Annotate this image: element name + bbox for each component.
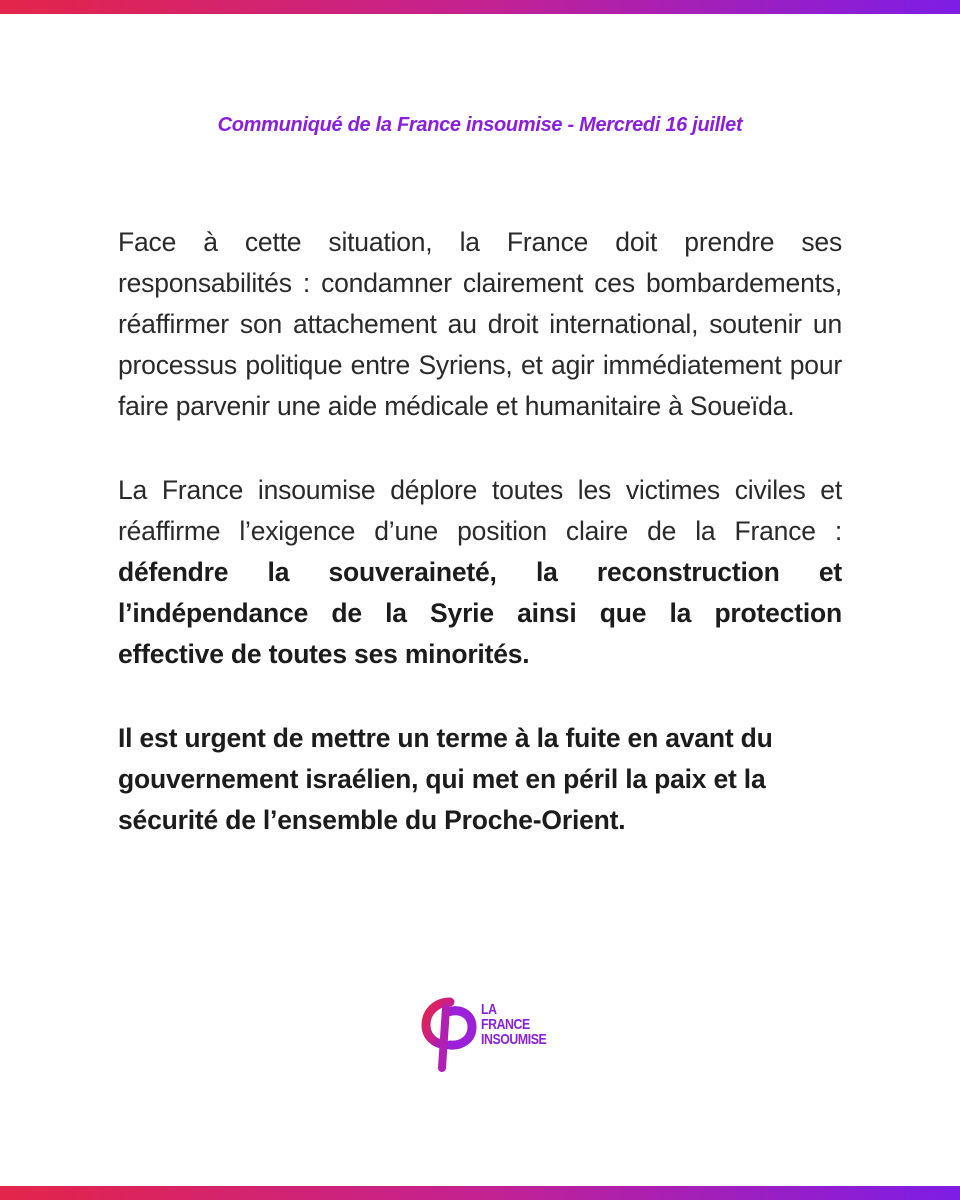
communique-title: Communiqué de la France insoumise - Mercredi 16 juillet: [217, 114, 743, 136]
paragraph-2-intro: La France insoumise déplore toutes les victimes civiles et réaffirme l’exigence d’une position claire de la France :: [118, 475, 842, 546]
lfi-logo: [420, 994, 580, 1074]
paragraph-1: Face à cette situation, la France doit prendre ses responsabilités : condamner clairement ces bombardements, réaffirmer son attachement au droit international, soutenir un processus politique entre Syriens, et agir immédiatement pour faire parvenir une aide médicale et humanitaire à Soueïda.: [118, 227, 842, 421]
paragraph-3: Il est urgent de mettre un terme à la fuite en avant du gouvernement israélien, qui met en péril la paix et la sécurité de l’ensemble du Proche-Orient.: [118, 723, 773, 835]
logo-line-insoumise: INSOUMISE: [481, 1031, 547, 1048]
bottom-gradient-bar: [0, 1186, 960, 1200]
communique-body: [118, 222, 842, 841]
logo-line-la: LA: [481, 1001, 497, 1018]
phi-symbol-icon: [420, 994, 480, 1074]
paragraph-2: [118, 470, 842, 675]
paragraph-2-bold: défendre la souveraineté, la reconstruction et l’indépendance de la Syrie ainsi que la protection effective de toutes ses minorités.: [118, 557, 842, 669]
logo-line-france: FRANCE: [481, 1016, 530, 1033]
logo-wordmark: [481, 1002, 546, 1047]
top-gradient-bar: [0, 0, 960, 14]
